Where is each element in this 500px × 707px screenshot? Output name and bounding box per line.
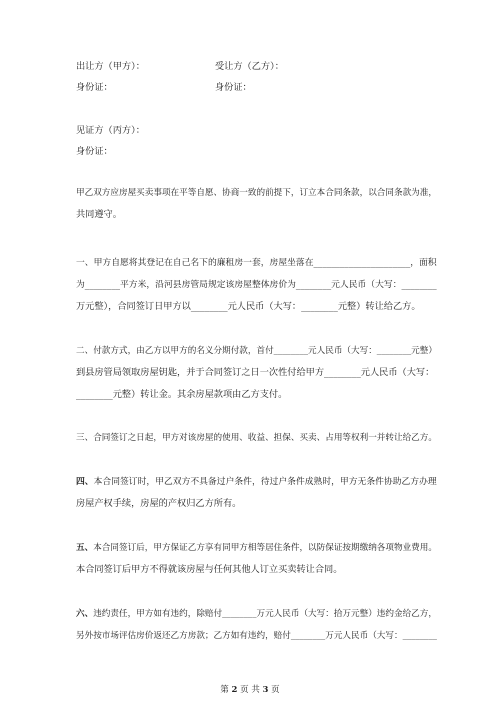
footer-middle: 页 共 xyxy=(240,685,260,695)
clause-3-line-1: 三、合同签订之日起，甲方对该房屋的使用、收益、担保、买卖、占用等权利一并转让给乙方。 xyxy=(76,433,437,443)
clause-5-line-1 xyxy=(76,542,437,554)
buyer-label: 受让方（乙方）： xyxy=(215,61,284,72)
clause-2-line-2: 到县房管局领取房屋钥匙，并于合同签订之日一次性付给甲方________元人民币（大写： xyxy=(76,367,435,378)
witness-label: 见证方（丙方）： xyxy=(76,125,145,136)
clause-2-line-3: ________元整）转让金。其余房屋款项由乙方支付。 xyxy=(76,389,288,400)
clause-1-line-2: 为________平方米，沿河县房管局规定该房屋整体房价为________元人民币（大写：________ xyxy=(76,280,437,290)
page-footer xyxy=(0,684,500,696)
witness-id-label: 身份证： xyxy=(76,146,113,157)
clause-1-line-3: 万元整），合同签订日甲方以________元人民币（大写：________元整）转让给乙方。 xyxy=(76,301,421,312)
page-total: 3 xyxy=(262,685,269,695)
clause-2-line-1: 二、付款方式，由乙方以甲方的名义分期付款，首付________元人民币（大写：________元整） xyxy=(76,346,437,356)
seller-id-label: 身份证： xyxy=(76,82,113,93)
clause-1-line-1: 一、甲方自愿将其登记在自己名下的廉租房一套，房屋坐落在______________________，面积 xyxy=(76,258,437,268)
footer-prefix: 第 xyxy=(220,685,229,695)
clause-5-line-2: 本合同签订后甲方不得就该房屋与任何其他人订立买卖转让合同。 xyxy=(76,564,343,575)
clause-4-line-1 xyxy=(76,476,437,488)
intro-line-2: 共同遵守。 xyxy=(76,209,122,220)
clause-6-line-1 xyxy=(76,608,437,620)
intro-line-1: 甲乙双方应房屋买卖事项在平等自愿、协商一致的前提下，订立本合同条款，以合同条款为准， xyxy=(76,188,437,198)
clause-4-text: 本合同签订时，甲乙双方不具备过户条件，待过户条件成熟时，甲方无条件协助乙方办理 xyxy=(93,477,437,487)
clause-4-number: 四、 xyxy=(76,477,94,487)
buyer-id-label: 身份证： xyxy=(215,82,252,93)
clause-4-line-2: 房屋产权手续，房屋的产权归乙方所有。 xyxy=(76,498,242,509)
clause-6-number: 六、 xyxy=(76,609,94,619)
page-number: 2 xyxy=(231,685,238,695)
clause-5-text: 本合同签订后，甲方保证乙方享有同甲方相等居住条件，以防保证按期缴纳各项物业费用。 xyxy=(93,543,437,553)
clause-5-number: 五、 xyxy=(76,543,94,553)
clause-6-line-2: 另外按市场评估房价返还乙方房款；乙方如有违约，赔付________万元人民币（大写：________ xyxy=(76,631,437,641)
clause-6-text: 违约责任，甲方如有违约，除赔付________万元人民币（大写：拾万元整）违约金给乙方， xyxy=(93,609,437,619)
footer-suffix: 页 xyxy=(271,685,280,695)
seller-label: 出让方（甲方）： xyxy=(76,61,145,72)
